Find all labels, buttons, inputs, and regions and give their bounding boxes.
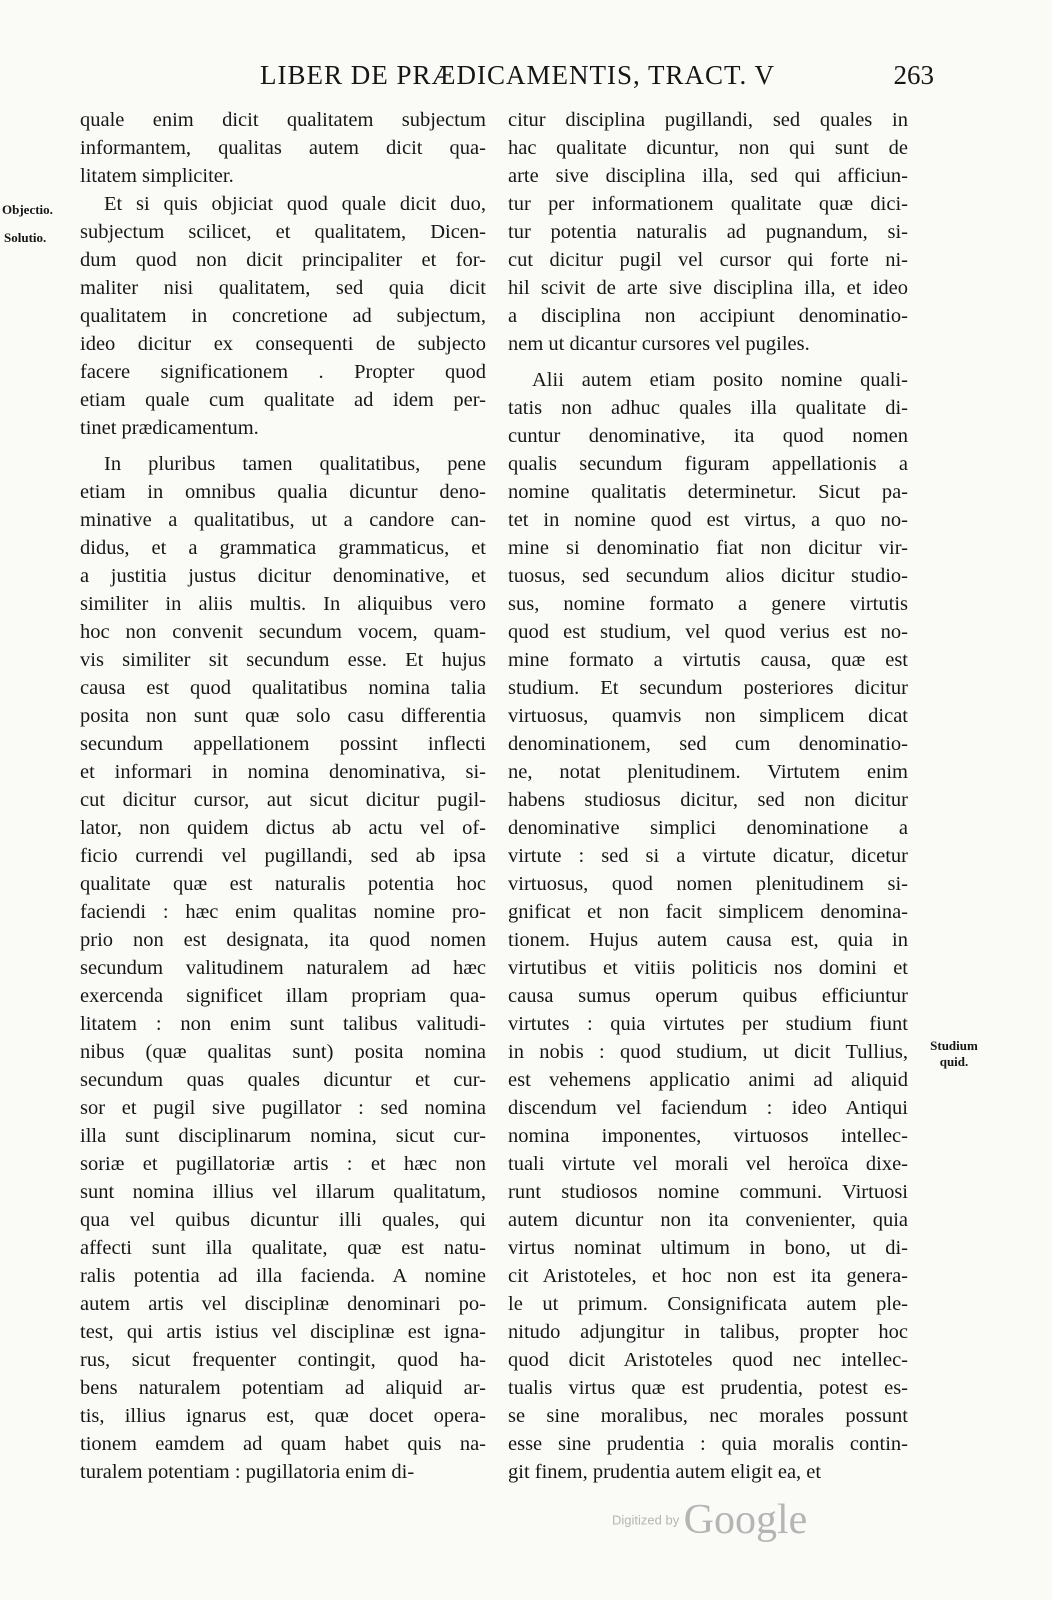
text-line: hil scivit de arte sive disciplina illa, et ideo	[508, 277, 908, 299]
text-line: esse sine prudentia : quia moralis contin-	[508, 1433, 908, 1455]
text-line: tatis non adhuc quales illa qualitate di-	[508, 397, 908, 419]
watermark-prefix: Digitized by	[612, 1512, 680, 1528]
text-line: a justitia justus dicitur denominative, et	[80, 565, 486, 587]
text-line: hoc non convenit secundum vocem, quam-	[80, 621, 486, 643]
text-line: nomina imponentes, virtuosos intellec-	[508, 1125, 908, 1147]
text-line: lator, non quidem dictus ab actu vel of-	[80, 817, 486, 839]
digitized-watermark	[612, 1496, 807, 1544]
text-line: litatem simpliciter.	[80, 165, 234, 187]
text-line: cit Aristoteles, et hoc non est ita genera-	[508, 1265, 908, 1287]
text-line: autem dicuntur non ita convenienter, quia	[508, 1209, 908, 1231]
text-line: turalem potentiam : pugillatoria enim di-	[80, 1461, 415, 1483]
text-line: autem artis vel disciplinæ denominari po-	[80, 1293, 486, 1315]
text-line: tionem. Hujus autem causa est, quia in	[508, 929, 908, 951]
text-line: etiam quale cum qualitate ad idem per-	[80, 389, 486, 411]
text-line: git finem, prudentia autem eligit ea, et	[508, 1461, 822, 1483]
text-line: tet in nomine quod est virtus, a quo no-	[508, 509, 908, 531]
text-line: affecti sunt illa qualitate, quæ est natu-	[80, 1237, 486, 1259]
text-line: tinet prædicamentum.	[80, 417, 259, 439]
text-line: sus, nomine formato a genere virtutis	[508, 593, 908, 615]
paragraph-gap	[508, 358, 908, 366]
text-line: Et si quis objiciat quod quale dicit duo,	[104, 193, 486, 215]
margin-note-objectio: Objectio.	[2, 202, 53, 217]
text-line: cut dicitur pugil vel cursor qui forte ni-	[508, 249, 908, 271]
text-line: tur potentia naturalis ad pugnandum, si-	[508, 221, 908, 243]
text-line: qualitate quæ est naturalis potentia hoc	[80, 873, 486, 895]
text-line: litatem : non enim sunt talibus valitudi-	[80, 1013, 486, 1035]
text-line: nem ut dicantur cursores vel pugiles.	[508, 333, 810, 355]
text-line: habens studiosus dicitur, sed non dicitur	[508, 789, 908, 811]
text-line: maliter nisi qualitatem, sed quia dicit	[80, 277, 486, 299]
margin-note-solutio: Solutio.	[4, 230, 47, 245]
text-line: qualitatem in concretione ad subjectum,	[80, 305, 486, 327]
text-line: virtutes : quia virtutes per studium fiunt	[508, 1013, 908, 1035]
right-text-column	[508, 106, 908, 1486]
text-line: hac qualitate dicuntur, non qui sunt de	[508, 137, 908, 159]
text-line: in nobis : quod studium, ut dicit Tullius,	[508, 1041, 908, 1063]
text-line: tualis virtus quæ est prudentia, potest es-	[508, 1377, 908, 1399]
text-line: causa sumus operum quibus efficiuntur	[508, 985, 908, 1007]
running-header: LIBER DE PRÆDICAMENTIS, TRACT. V	[260, 60, 776, 90]
text-line: sor et pugil sive pugillator : sed nomina	[80, 1097, 486, 1119]
text-line: vis similiter sit secundum esse. Et hujus	[80, 649, 486, 671]
text-line: similiter in aliis multis. In aliquibus vero	[80, 593, 486, 615]
text-line: secundum quas quales dicuntur et cur-	[80, 1069, 486, 1091]
text-line: gnificat et non facit simplicem denomina-	[508, 901, 908, 923]
text-line: a disciplina non accipiunt denominatio-	[508, 305, 908, 327]
text-line: se sine moralibus, nec morales possunt	[508, 1405, 908, 1427]
text-line: et informari in nomina denominativa, si-	[80, 761, 486, 783]
text-line: le ut primum. Consignificata autem ple-	[508, 1293, 908, 1315]
text-line: cuntur denominative, ita quod nomen	[508, 425, 908, 447]
text-line: didus, et a grammatica grammaticus, et	[80, 537, 486, 559]
text-line: nitudo adjungitur in talibus, propter hoc	[508, 1321, 908, 1343]
text-line: quale enim dicit qualitatem subjectum	[80, 109, 486, 131]
text-line: causa est quod qualitatibus nomina talia	[80, 677, 486, 699]
text-line: informantem, qualitas autem dicit qua-	[80, 137, 486, 159]
text-line: discendum vel faciendum : ideo Antiqui	[508, 1097, 908, 1119]
page-number: 263	[893, 60, 934, 90]
text-line: subjectum scilicet, et qualitatem, Dicen-	[80, 221, 486, 243]
text-line: qualis secundum figuram appellationis a	[508, 453, 908, 475]
text-line: virtute : sed si a virtute dicatur, dicetur	[508, 845, 908, 867]
text-line: sunt nomina illius vel illarum qualitatum,	[80, 1181, 486, 1203]
text-line: denominative simplici denominatione a	[508, 817, 908, 839]
text-line: ficio currendi vel pugillandi, sed ab ipsa	[80, 845, 486, 867]
text-line: studium. Et secundum posteriores dicitur	[508, 677, 908, 699]
text-line: tis, illius ignarus est, quæ docet opera-	[80, 1405, 486, 1427]
text-line: tuosus, sed secundum alios dicitur studio-	[508, 565, 908, 587]
google-logo: Google	[683, 1497, 808, 1543]
text-line: bens naturalem potentiam ad aliquid ar-	[80, 1377, 486, 1399]
text-line: ne, notat plenitudinem. Virtutem enim	[508, 761, 908, 783]
text-line: est vehemens applicatio animi ad aliquid	[508, 1069, 908, 1091]
text-line: Alii autem etiam posito nomine quali-	[532, 369, 908, 391]
text-line: test, qui artis istius vel disciplinæ est igna-	[80, 1321, 486, 1343]
text-line: faciendi : hæc enim qualitas nomine pro-	[80, 901, 486, 923]
text-line: mine formato a virtutis causa, quæ est	[508, 649, 908, 671]
text-line: ideo dicitur ex consequenti de subjecto	[80, 333, 486, 355]
text-line: citur disciplina pugillandi, sed quales in	[508, 109, 908, 131]
text-line: tur per informationem qualitate quæ dici-	[508, 193, 908, 215]
text-line: mine si denominatio fiat non dicitur vir-	[508, 537, 908, 559]
text-line: illa sunt disciplinarum nomina, sicut cur-	[80, 1125, 486, 1147]
text-line: In pluribus tamen qualitatibus, pene	[104, 453, 486, 475]
text-line: tionem eamdem ad quam habet quis na-	[80, 1433, 486, 1455]
text-line: minative a qualitatibus, ut a candore can-	[80, 509, 486, 531]
text-line: dum quod non dicit principaliter et for-	[80, 249, 486, 271]
text-line: nibus (quæ qualitas sunt) posita nomina	[80, 1041, 486, 1063]
text-line: virtus nominat ultimum in bono, ut di-	[508, 1237, 908, 1259]
text-line: virtutibus et vitiis politicis nos domini et	[508, 957, 908, 979]
text-line: quod est studium, vel quod verius est no-	[508, 621, 908, 643]
text-line: prio non est designata, ita quod nomen	[80, 929, 486, 951]
text-line: tuali virtute vel morali vel heroïca dixe-	[508, 1153, 908, 1175]
text-line: virtuosus, quamvis non simplicem dicat	[508, 705, 908, 727]
text-line: posita non sunt quæ solo casu differentia	[80, 705, 486, 727]
text-line: runt studiosos nomine communi. Virtuosi	[508, 1181, 908, 1203]
margin-note-studium: Studium quid.	[930, 1038, 978, 1069]
text-line: cut dicitur cursor, aut sicut dicitur pugil-	[80, 789, 486, 811]
text-line: facere significationem . Propter quod	[80, 361, 486, 383]
text-line: secundum appellationem possint inflecti	[80, 733, 486, 755]
text-line: etiam in omnibus qualia dicuntur deno-	[80, 481, 486, 503]
text-line: ralis potentia ad illa facienda. A nomine	[80, 1265, 486, 1287]
text-line: soriæ et pugillatoriæ artis : et hæc non	[80, 1153, 486, 1175]
paragraph-gap	[80, 442, 486, 450]
text-line: virtuosus, quod nomen plenitudinem si-	[508, 873, 908, 895]
text-line: denominationem, sed cum denominatio-	[508, 733, 908, 755]
text-line: secundum valitudinem naturalem ad hæc	[80, 957, 486, 979]
text-line: rus, sicut frequenter contingit, quod ha-	[80, 1349, 486, 1371]
text-line: quod dicit Aristoteles quod nec intellec-	[508, 1349, 908, 1371]
text-line: qua vel quibus dicuntur illi quales, qui	[80, 1209, 486, 1231]
text-line: exercenda significet illam propriam qua-	[80, 985, 486, 1007]
text-line: arte sive disciplina illa, sed qui afficiun-	[508, 165, 908, 187]
text-line: nomine qualitatis determinetur. Sicut pa-	[508, 481, 908, 503]
left-text-column	[80, 106, 486, 1486]
